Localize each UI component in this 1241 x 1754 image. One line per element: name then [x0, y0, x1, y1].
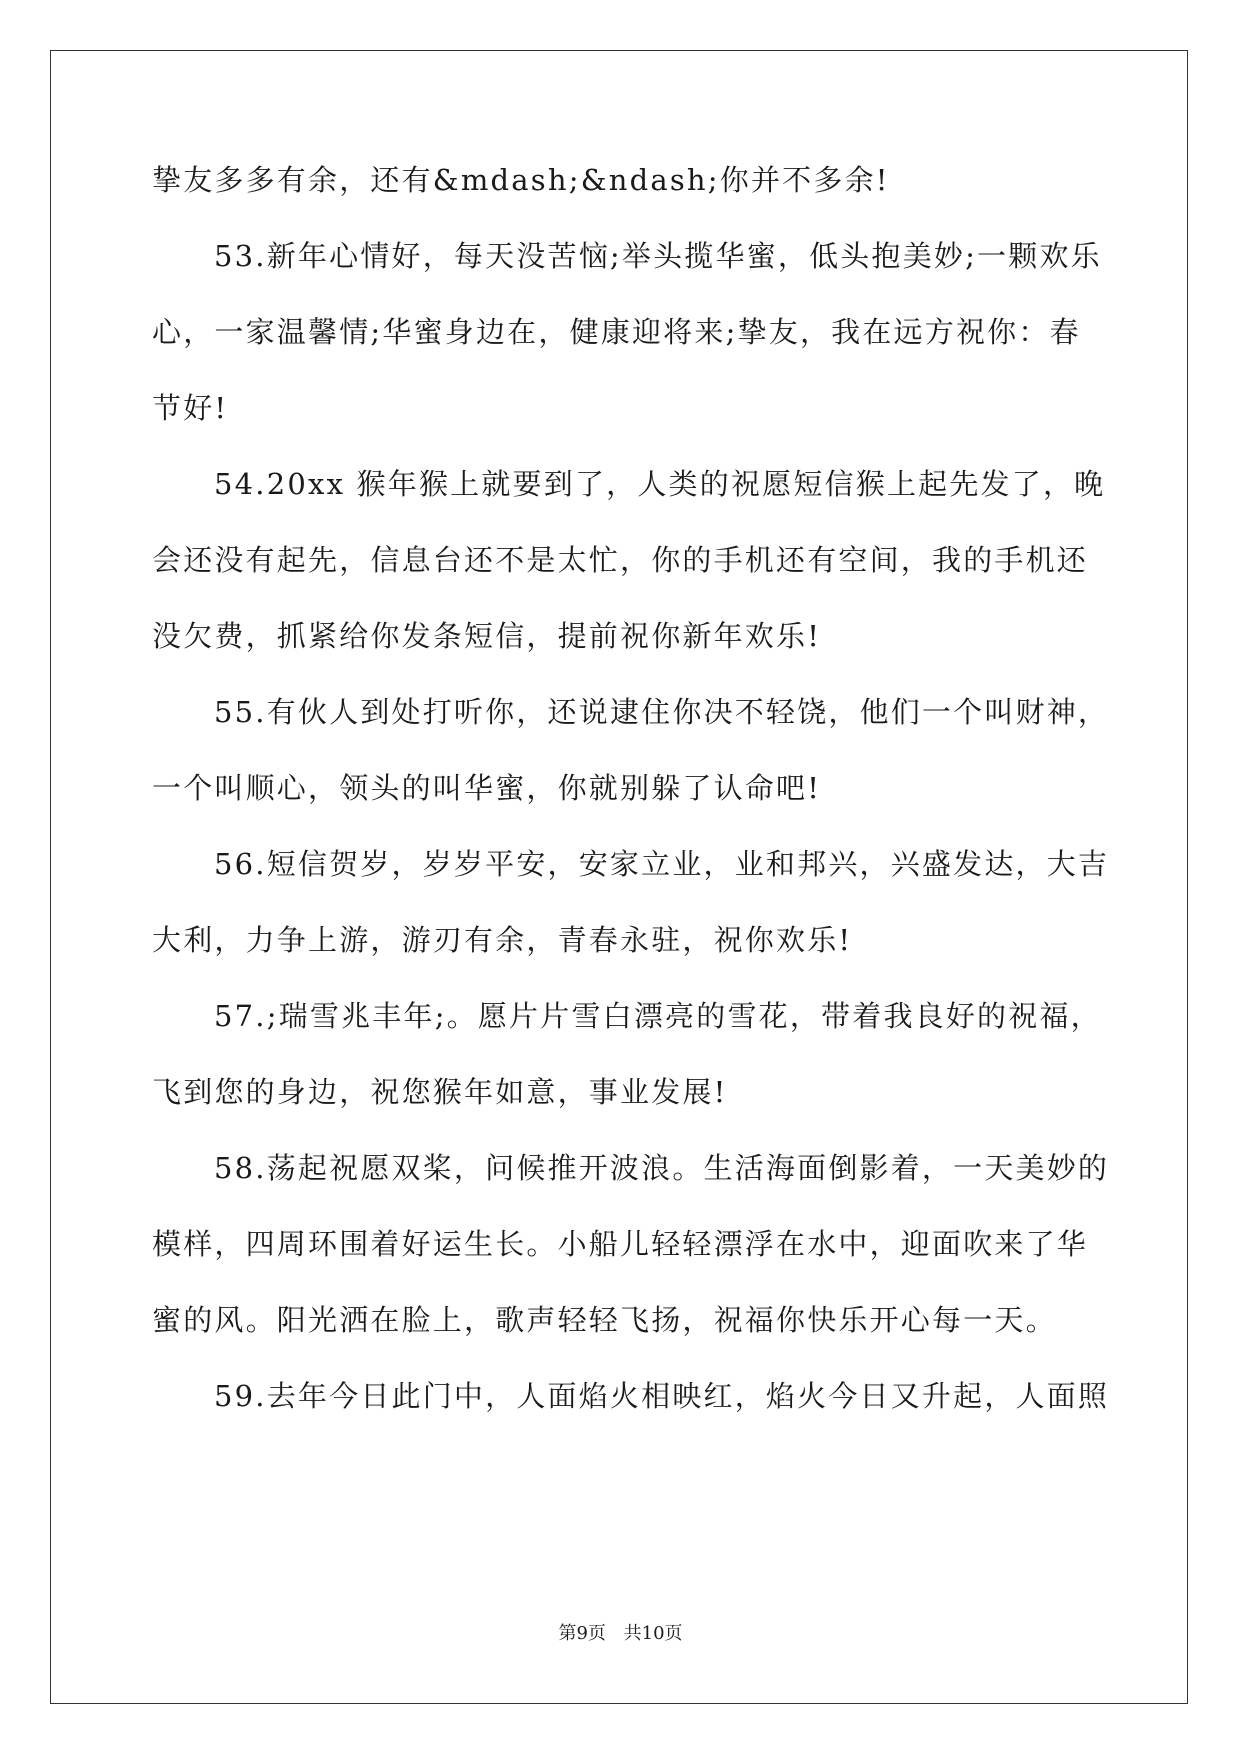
text-line: 大利，力争上游，游刃有余，青春永驻，祝你欢乐! [152, 923, 853, 957]
text-line: 蜜的风。阳光洒在脸上，歌声轻轻飞扬，祝福你快乐开心每一天。 [152, 1303, 1057, 1337]
paragraph-55-start: 55.有伙人到处打听你，还说逮住你决不轻饶，他们一个叫财神， [214, 695, 1110, 729]
text-line: 一个叫顺心，领头的叫华蜜，你就别躲了认命吧! [152, 771, 822, 805]
text-line: 心，一家温馨情;华蜜身边在，健康迎将来;挚友，我在远方祝你：春 [152, 315, 1081, 349]
paragraph-53-start: 53.新年心情好，每天没苦恼;举头揽华蜜，低头抱美妙;一颗欢乐 [214, 239, 1102, 273]
page-footer [0, 1622, 1241, 1646]
paragraph-59-start: 59.去年今日此门中，人面焰火相映红，焰火今日又升起，人面照 [214, 1379, 1110, 1413]
paragraph-56-start: 56.短信贺岁，岁岁平安，安家立业，业和邦兴，兴盛发达，大吉 [214, 847, 1110, 881]
page-number-total: 共10页 [623, 1623, 683, 1644]
text-line: 节好! [152, 391, 229, 425]
text-line: 没欠费，抓紧给你发条短信，提前祝你新年欢乐! [152, 619, 822, 653]
paragraph-54-start: 54.20xx 猴年猴上就要到了，人类的祝愿短信猴上起先发了，晚 [214, 467, 1106, 501]
paragraph-58-start: 58.荡起祝愿双桨，问候推开波浪。生活海面倒影着，一天美妙的 [214, 1151, 1110, 1185]
text-line: 飞到您的身边，祝您猴年如意，事业发展! [152, 1075, 728, 1109]
text-line: 模样，四周环围着好运生长。小船儿轻轻漂浮在水中，迎面吹来了华 [152, 1227, 1089, 1261]
text-line: 会还没有起先，信息台还不是太忙，你的手机还有空间，我的手机还 [152, 543, 1089, 577]
text-line: 挚友多多有余，还有&mdash;&ndash;你并不多余! [152, 163, 890, 197]
paragraph-57-start: 57.;瑞雪兆丰年;。愿片片雪白漂亮的雪花，带着我良好的祝福， [214, 999, 1102, 1033]
page-number-current: 第9页 [558, 1623, 606, 1644]
